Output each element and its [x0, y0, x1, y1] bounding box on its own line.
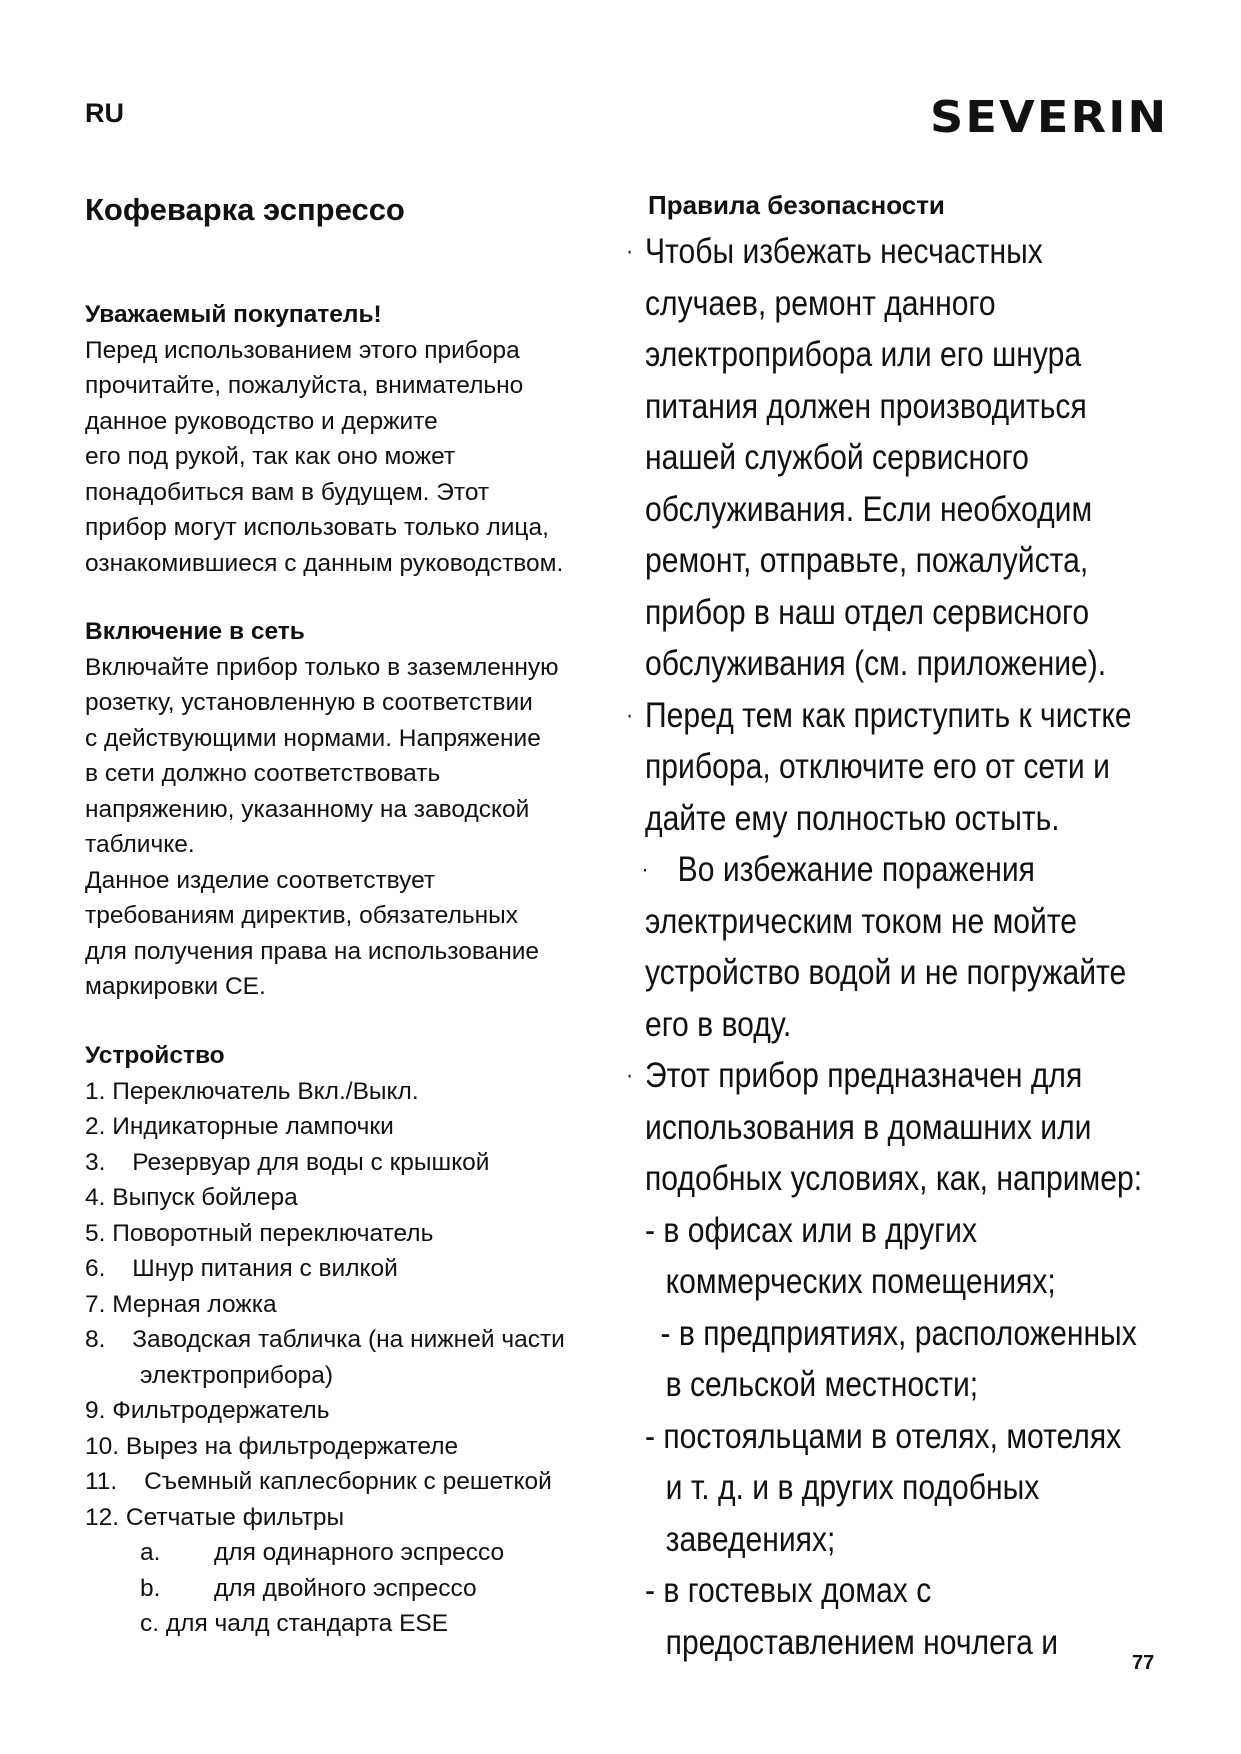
connection-heading: Включение в сеть	[85, 618, 305, 645]
bullet-line: подобных условиях, как, например:	[645, 1159, 1143, 1198]
item-number: 9.	[85, 1397, 106, 1424]
connection-line: Включайте прибор только в заземленную	[85, 653, 559, 681]
safety-bullet	[641, 844, 1127, 1050]
connection-line: требованиям директив, обязательных	[85, 902, 519, 929]
bullet-line: обслуживания (см. приложение).	[645, 644, 1107, 683]
connection-line: маркировки CE.	[85, 973, 266, 1000]
safety-bullet	[626, 226, 1127, 690]
page-title: Кофеварка эспрессо	[85, 192, 405, 227]
item-text: для одинарного эспрессо	[214, 1539, 505, 1566]
item-number: 7.	[85, 1290, 106, 1318]
bullet-line: Этот прибор предназначен для	[645, 1056, 1083, 1095]
greeting-line: Перед использованием этого прибора	[85, 336, 520, 364]
dash-item	[645, 1411, 1127, 1566]
device-parts-list	[85, 1074, 625, 1642]
item-number: 12.	[85, 1503, 120, 1531]
item-text: Выпуск бойлера	[112, 1184, 298, 1211]
list-item	[85, 1429, 625, 1465]
greeting-section	[85, 297, 625, 581]
item-number: 6.	[85, 1255, 106, 1282]
bullet-dot: ·	[641, 856, 649, 883]
item-text: Вырез на фильтродержателе	[125, 1432, 459, 1460]
bullet-line: прибора, отключите его от сети и	[645, 747, 1110, 786]
bullet-line: электрическим током не мойте	[645, 901, 1078, 941]
dash-line: заведениях;	[665, 1519, 836, 1559]
connection-line: с действующими нормами. Напряжение	[85, 724, 541, 752]
greeting-line: прочитайте, пожалуйста, внимательно	[85, 372, 524, 399]
item-number: 1.	[85, 1077, 106, 1105]
list-item	[85, 1500, 625, 1536]
connection-line: розетку, установленную в соответствии	[85, 689, 533, 716]
dash-line: предоставлением ночлега и	[665, 1622, 1059, 1662]
list-item	[85, 1180, 625, 1216]
connection-line: для получения права на использование	[85, 937, 540, 965]
safety-heading: Правила безопасности	[648, 190, 945, 220]
dash-line: - постояльцами в отелях, мотелях	[645, 1416, 1122, 1456]
item-letter: b.	[140, 1574, 161, 1602]
dash-line: в сельской местности;	[665, 1365, 979, 1404]
connection-line: в сети должно соответствовать	[85, 760, 441, 787]
bullet-dot: ·	[626, 701, 633, 729]
sub-list-item	[85, 1571, 625, 1607]
connection-section	[85, 614, 625, 1005]
greeting-line: данное руководство и держите	[85, 407, 438, 435]
dash-line: коммерческих помещениях;	[665, 1262, 1056, 1301]
safety-rules	[626, 226, 1143, 1668]
bullet-line: Перед тем как приступить к чистке	[645, 695, 1132, 735]
item-letter: c.	[140, 1610, 160, 1637]
bullet-line: его в воду.	[645, 1004, 792, 1044]
dash-item	[645, 1565, 1127, 1668]
item-text: Резервуар для воды с крышкой	[132, 1148, 490, 1176]
list-item	[85, 1074, 625, 1110]
bullet-line: ремонт, отправьте, пожалуйста,	[645, 541, 1089, 580]
greeting-line: ознакомившиеся с данным руководством.	[85, 549, 564, 577]
item-text: Съемный каплесборник с решеткой	[144, 1468, 552, 1495]
dash-line: и т. д. и в других подобных	[665, 1468, 1040, 1507]
list-item-continuation	[85, 1358, 625, 1394]
dash-item	[645, 1205, 1127, 1308]
device-section	[85, 1038, 625, 1642]
bullet-dot: ·	[626, 1062, 633, 1089]
list-item	[85, 1287, 625, 1323]
item-number: 11.	[85, 1468, 118, 1495]
connection-line: напряжению, указанному на заводской	[85, 795, 530, 823]
item-text: Мерная ложка	[112, 1290, 277, 1318]
item-text: Переключатель Вкл./Выкл.	[112, 1077, 419, 1105]
list-item	[85, 1251, 625, 1287]
sub-list-item	[85, 1606, 625, 1642]
item-letter: a.	[140, 1539, 161, 1566]
greeting-line: прибор могут использовать только лица,	[85, 514, 549, 541]
list-item	[85, 1464, 625, 1500]
item-text: для чалд стандарта ESE	[165, 1610, 449, 1637]
item-text: Фильтродержатель	[112, 1397, 330, 1424]
item-text: электроприбора)	[140, 1361, 333, 1389]
item-text: Поворотный переключатель	[112, 1219, 434, 1247]
connection-line: табличке.	[85, 831, 195, 858]
bullet-line: электроприбора или его шнура	[645, 335, 1082, 374]
item-number: 3.	[85, 1148, 106, 1176]
item-text: Заводская табличка (на нижней части	[132, 1326, 565, 1353]
bullet-line: Во избежание поражения	[677, 850, 1035, 889]
dash-line: - в гостевых домах с	[645, 1571, 932, 1610]
device-heading: Устройство	[85, 1042, 225, 1069]
item-text: Шнур питания с вилкой	[132, 1255, 398, 1282]
item-text: Сетчатые фильтры	[125, 1503, 345, 1531]
bullet-line: случаев, ремонт данного	[645, 283, 996, 323]
dash-line: - в предприятиях, расположенных	[660, 1313, 1137, 1353]
greeting-line: понадобиться вам в будущем. Этот	[85, 478, 490, 506]
item-text: Индикаторные лампочки	[112, 1113, 394, 1140]
safety-bullet	[626, 690, 1132, 845]
dash-item	[645, 1308, 1137, 1411]
brand-logo: SEVERIN	[930, 92, 1169, 143]
list-item	[85, 1322, 625, 1358]
bullet-line: дайте ему полностью остыть.	[645, 798, 1060, 838]
item-number: 5.	[85, 1219, 106, 1247]
item-number: 10.	[85, 1432, 120, 1460]
bullet-line: Чтобы избежать несчастных	[645, 232, 1043, 271]
sub-list-item	[85, 1535, 625, 1571]
dash-line: - в офисах или в других	[645, 1210, 978, 1250]
bullet-line: обслуживания. Если необходим	[645, 489, 1093, 529]
list-item	[85, 1216, 625, 1252]
item-number: 4.	[85, 1184, 106, 1211]
list-item	[85, 1393, 625, 1429]
bullet-line: нашей службой сервисного	[645, 438, 1029, 477]
connection-line: Данное изделие соответствует	[85, 866, 436, 894]
list-item	[85, 1145, 625, 1181]
greeting-line: его под рукой, так как оно может	[85, 443, 456, 470]
bullet-dot: ·	[626, 238, 633, 265]
item-number: 8.	[85, 1326, 106, 1353]
bullet-line: питания должен производиться	[645, 386, 1087, 426]
bullet-line: использования в домашних или	[645, 1107, 1092, 1147]
list-item	[85, 1109, 625, 1145]
language-code: RU	[85, 98, 124, 128]
page-number: 77	[1132, 1652, 1155, 1674]
item-text: для двойного эспрессо	[214, 1574, 477, 1602]
safety-bullet	[626, 1050, 1143, 1205]
bullet-line: прибор в наш отдел сервисного	[645, 592, 1090, 632]
item-number: 2.	[85, 1113, 106, 1140]
bullet-line: устройство водой и не погружайте	[645, 953, 1127, 992]
greeting-heading: Уважаемый покупатель!	[85, 301, 382, 328]
